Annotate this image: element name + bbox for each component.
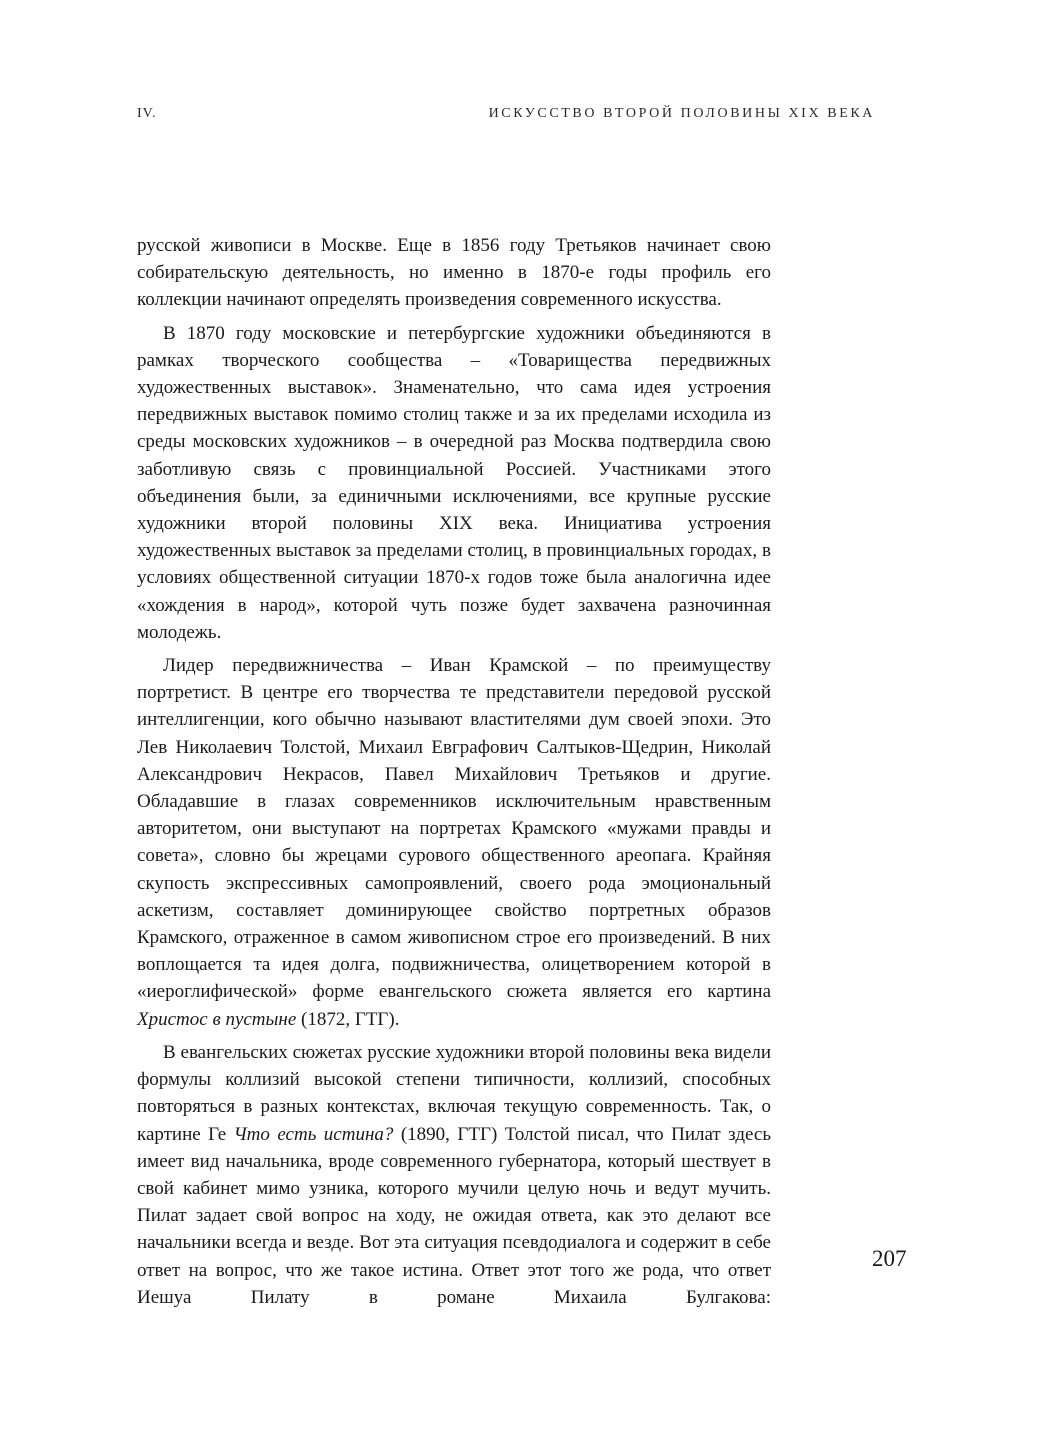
paragraph-2: В 1870 году московские и петербургские художники объединяются в рамках творческого сообщества – «Товарищества передвижных художественных выставок». Знаменательно, что сама идея устроения передвижных выставок помимо столиц также и за их пределами исходила из среды московских художников – в очередной раз Москва подтвердила свою заботливую связь с провинциальной Россией. Участниками этого объединения были, за единичными исключениями, все крупные русские художники второй половины XIX века. Инициатива устроения художественных выставок за пределами столиц, в провинциальных городах, в условиях общественной ситуации 1870-х годов тоже была аналогична идее «хождения в народ», которой чуть позже будет захвачена разночинная молодежь. (137, 322, 771, 643)
page-number: 207 (872, 1246, 907, 1271)
paragraph-4-text: В евангельских сюжетах русские художники второй половины века видели формулы коллизий высокой степени типичности, коллизий, способных повторяться в разных контекстах, включая текущую современность. Так, о картине Ге (137, 1041, 771, 1145)
paragraph-1: русской живописи в Москве. Еще в 1856 году Третьяков начинает свою собирательскую деятельность, но именно в 1870-е годы профиль его коллекции начинают определять произведения современного искусства. (137, 235, 771, 311)
chapter-number: IV. (137, 106, 157, 121)
body-text (137, 232, 771, 1311)
paragraph-4 (137, 1039, 771, 1311)
artwork-title-christ-in-desert: Христос в пустыне (137, 1008, 297, 1030)
paragraph-3-text: Лидер передвижничества – Иван Крамской – по преимуществу портретист. В центре его творчества те представители передовой русской интеллигенции, кого обычно называют властителями дум своей эпохи. Это Лев Николаевич Толстой, Михаил Евграфович Салтыков-Щедрин, Николай Александрович Некрасов, Павел Михайлович Третьяков и другие. Обладавшие в глазах современников исключительным нравственным авторитетом, они выступают на портретах Крамского «мужами правды и совета», словно бы жрецами сурового общественного ареопага. Крайняя скупость экспрессивных самопроявлений, своего рода эмоциональный аскетизм, составляет доминирующее свойство портретных образов Крамского, отраженное в самом живописном строе его произведений. В них воплощается та идея долга, подвижничества, олицетворением которой в «иероглифической» форме евангельского сюжета является его картина (137, 655, 771, 1003)
paragraph-4-tail: (1890, ГТГ) Толстой писал, что Пилат здесь имеет вид начальника, вроде современного губернатора, который шествует в свой кабинет мимо узника, которого мучили целую ночь и ведут мучить. Пилат задает свой вопрос на ходу, не ожидая ответа, как это делают все начальники всегда и везде. Вот эта ситуация псевдодиалога и содержит в себе ответ на вопрос, что же такое истина. Ответ этот того же рода, что ответ Иешуа Пилату в романе Михаила Булгакова: (137, 1123, 772, 1308)
running-head-title: ИСКУССТВО ВТОРОЙ ПОЛОВИНЫ XIX ВЕКА (488, 106, 875, 121)
paragraph-3-tail: (1872, ГТГ). (296, 1008, 400, 1030)
artwork-title-what-is-truth: Что есть истина? (233, 1123, 394, 1145)
paragraph-3 (137, 652, 771, 1033)
